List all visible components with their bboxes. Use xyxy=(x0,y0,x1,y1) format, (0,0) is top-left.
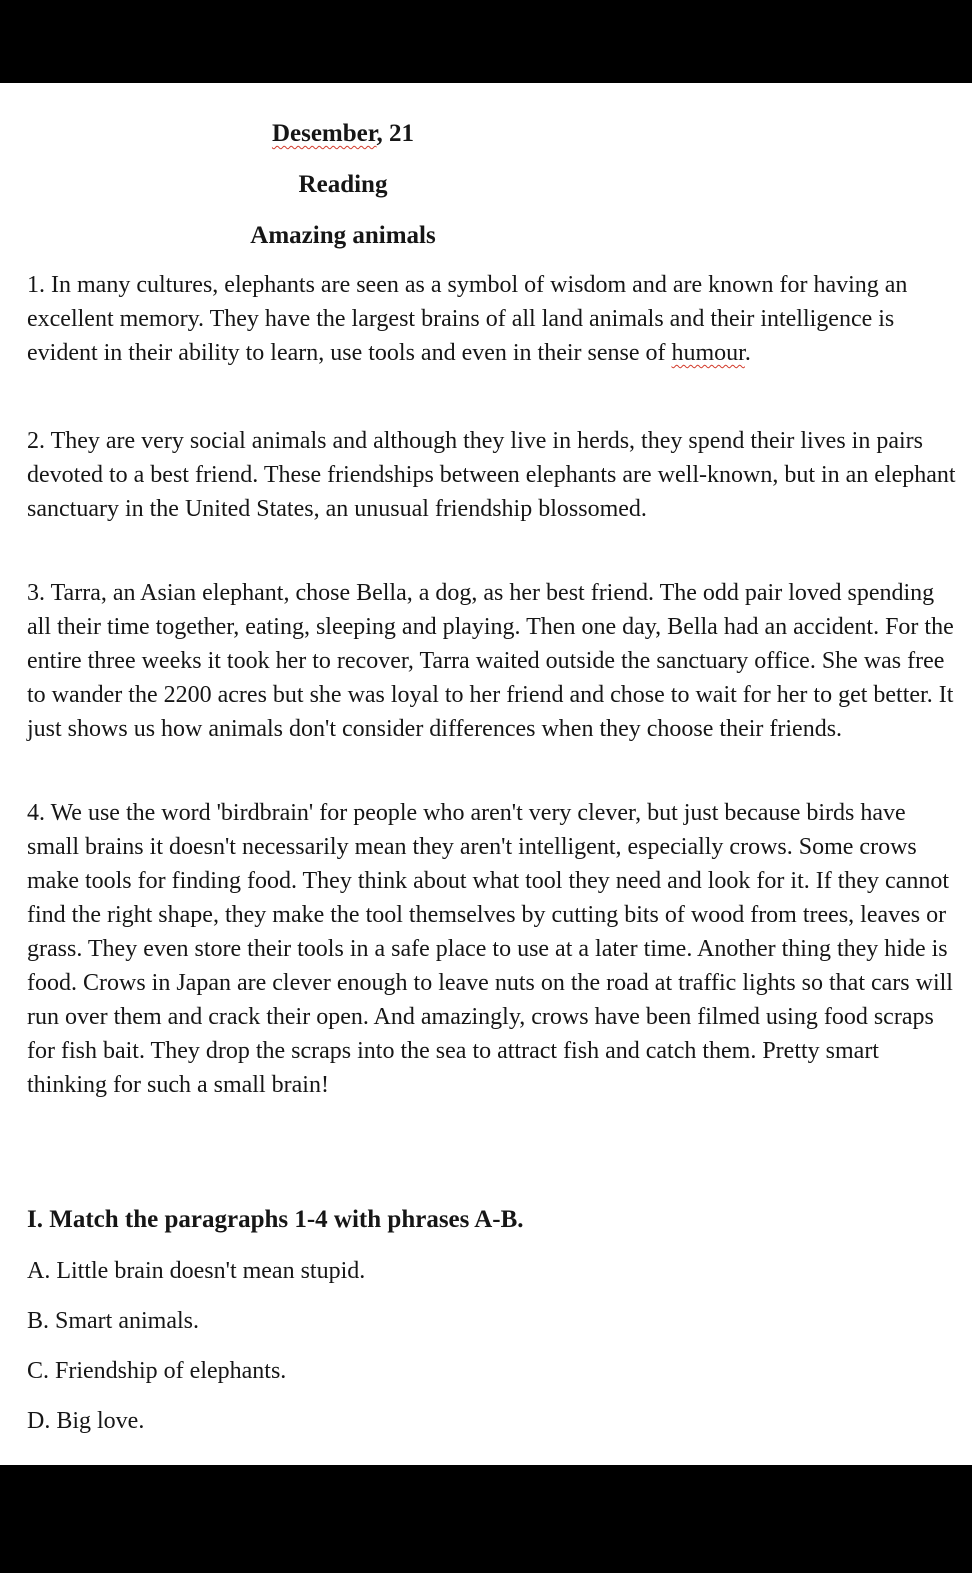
paragraph-2: 2. They are very social animals and although they live in herds, they spend their lives in pairs devoted to a best friend. These friendships between elephants are well-known, but in an elephant sanctuary in the United States, an unusual friendship blossomed. xyxy=(27,428,956,522)
option-c: C. Friendship of elephants. xyxy=(27,1358,287,1384)
date-day: , 21 xyxy=(376,120,415,147)
misspelled-date-word: Desember xyxy=(271,120,377,147)
worksheet-page xyxy=(0,83,972,1465)
task-title: I. Match the paragraphs 1-4 with phrases A-B. xyxy=(27,1206,524,1233)
option-a: A. Little brain doesn't mean stupid. xyxy=(27,1258,366,1284)
paragraph-1 xyxy=(27,268,957,370)
paragraph-1-text: 1. In many cultures, elephants are seen as a symbol of wisdom and are known for having an excellent memory. They have the largest brains of all land animals and their intelligence is evident in their ability to learn, use tools and even in their sense of xyxy=(27,272,908,366)
section-heading: Reading xyxy=(298,171,388,198)
date-heading xyxy=(0,119,686,149)
misspelled-word: humour xyxy=(671,340,745,366)
option-d: D. Big love. xyxy=(27,1408,145,1434)
paragraph-3: 3. Tarra, an Asian elephant, chose Bella, a dog, as her best friend. The odd pair loved spending all their time together, eating, sleeping and playing. Then one day, Bella had an accident. For the entire three weeks it took her to recover, Tarra waited outside the sanctuary office. She was free to wander the 2200 acres but she was loyal to her friend and chose to wait for her to get better. It just shows us how animals don't consider differences when they choose their friends. xyxy=(27,580,954,742)
text-title: Amazing animals xyxy=(250,222,436,249)
option-b: B. Smart animals. xyxy=(27,1308,199,1334)
paragraph-4: 4. We use the word 'birdbrain' for people who aren't very clever, but just because birds have small brains it doesn't necessarily mean they aren't intelligent, especially crows. Some crows make tools for finding food. They think about what tool they need and look for it. If they cannot find the right shape, they make the tool themselves by cutting bits of wood from trees, leaves or grass. They even store their tools in a safe place to use at a later time. Another thing they hide is food. Crows in Japan are clever enough to leave nuts on the road at traffic lights so that cars will run over them and crack their open. And amazingly, crows have been filmed using food scraps for fish bait. They drop the scraps into the sea to attract fish and catch them. Pretty smart thinking for such a small brain! xyxy=(27,800,953,1098)
paragraph-1-ending: . xyxy=(744,340,751,366)
